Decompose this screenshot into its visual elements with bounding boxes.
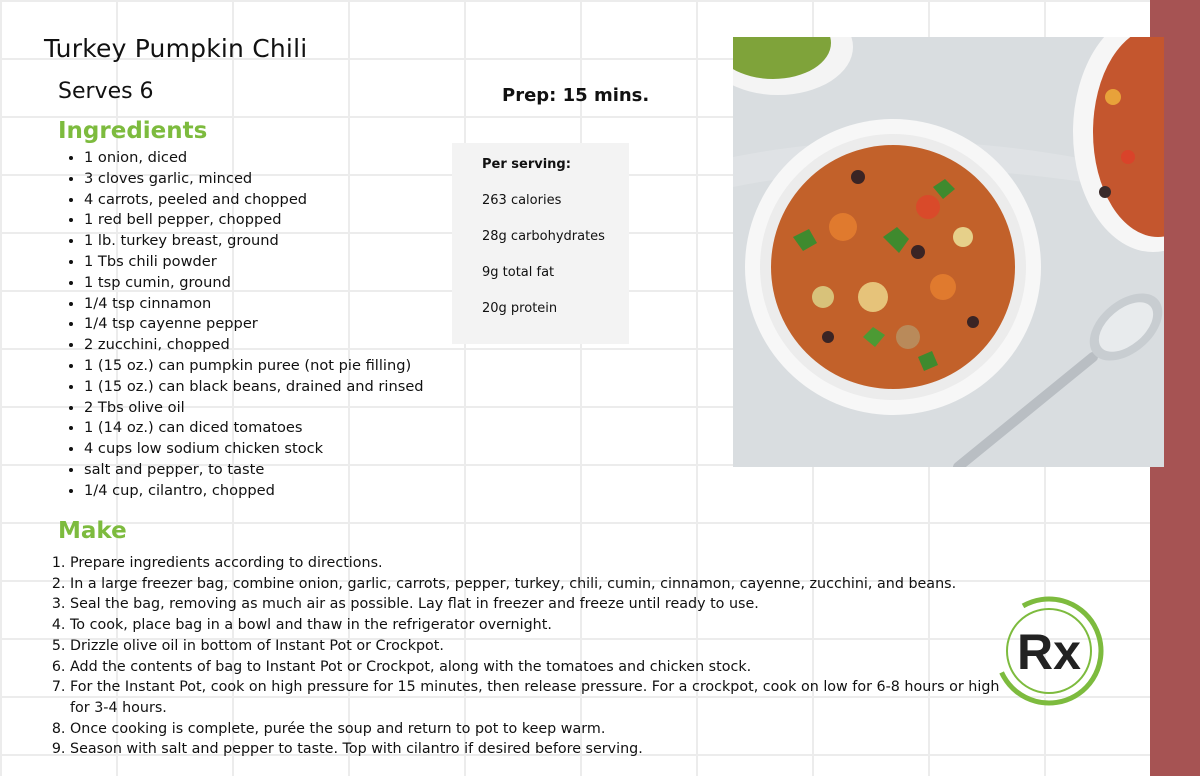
ingredient-item: • 2 Tbs olive oil	[84, 398, 424, 419]
nutrition-item: 9g total fat	[482, 265, 555, 280]
nutrition-heading: Per serving:	[482, 157, 571, 172]
logo-text: Rx	[1017, 624, 1081, 680]
recipe-title: Turkey Pumpkin Chili	[44, 34, 308, 63]
ingredient-item: • 1 tsp cumin, ground	[84, 273, 424, 294]
prep-time: Prep: 15 mins.	[502, 85, 650, 106]
ingredient-item: • 1/4 tsp cayenne pepper	[84, 314, 424, 335]
ingredient-item: • 1 lb. turkey breast, ground	[84, 231, 424, 252]
ingredient-item: • 4 cups low sodium chicken stock	[84, 439, 424, 460]
ingredient-item: • 4 carrots, peeled and chopped	[84, 190, 424, 211]
ingredient-item: • 1/4 cup, cilantro, chopped	[84, 481, 424, 502]
serves-text: Serves 6	[58, 79, 154, 104]
ingredient-item: • 2 zucchini, chopped	[84, 335, 424, 356]
ingredient-item: • 1 (14 oz.) can diced tomatoes	[84, 418, 424, 439]
ingredient-item: • 1 onion, diced	[84, 148, 424, 169]
rx-logo	[993, 595, 1105, 707]
ingredient-item: • 3 cloves garlic, minced	[84, 169, 424, 190]
step-item: 9. Season with salt and pepper to taste. Top with cilantro if desired before serving.	[70, 739, 1005, 760]
make-heading: Make	[58, 518, 127, 544]
step-item: 7. For the Instant Pot, cook on high pressure for 15 minutes, then release pressure. For a crockpot, cook on low for 6-8 hours or high for 3-4 hours.	[70, 677, 1005, 718]
step-item: 8. Once cooking is complete, purée the soup and return to pot to keep warm.	[70, 719, 1005, 740]
nutrition-item: 20g protein	[482, 301, 558, 316]
ingredients-heading: Ingredients	[58, 118, 208, 144]
step-item: 2. In a large freezer bag, combine onion, garlic, carrots, pepper, turkey, chili, cumin, cinnamon, cayenne, zucchini, and beans.	[70, 574, 1005, 595]
step-item: 3. Seal the bag, removing as much air as possible. Lay flat in freezer and freeze until ready to use.	[70, 594, 1005, 615]
ingredient-item: • 1 (15 oz.) can pumpkin puree (not pie filling)	[84, 356, 424, 377]
ingredient-item: • 1 red bell pepper, chopped	[84, 210, 424, 231]
step-item: 5. Drizzle olive oil in bottom of Instant Pot or Crockpot.	[70, 636, 1005, 657]
steps-list	[54, 553, 1005, 760]
ingredient-item: • 1/4 tsp cinnamon	[84, 294, 424, 315]
step-item: 4. To cook, place bag in a bowl and thaw in the refrigerator overnight.	[70, 615, 1005, 636]
ingredient-item: • salt and pepper, to taste	[84, 460, 424, 481]
nutrition-box	[452, 143, 629, 344]
ingredients-list	[62, 148, 424, 502]
chili-bowl-photo	[733, 37, 1164, 467]
step-item: 1. Prepare ingredients according to directions.	[70, 553, 1005, 574]
step-item: 6. Add the contents of bag to Instant Pot or Crockpot, along with the tomatoes and chicken stock.	[70, 657, 1005, 678]
nutrition-item: 28g carbohydrates	[482, 229, 605, 244]
nutrition-item: 263 calories	[482, 193, 562, 208]
ingredient-item: • 1 Tbs chili powder	[84, 252, 424, 273]
ingredient-item: • 1 (15 oz.) can black beans, drained and rinsed	[84, 377, 424, 398]
chili-bowl-illustration	[733, 37, 1164, 467]
